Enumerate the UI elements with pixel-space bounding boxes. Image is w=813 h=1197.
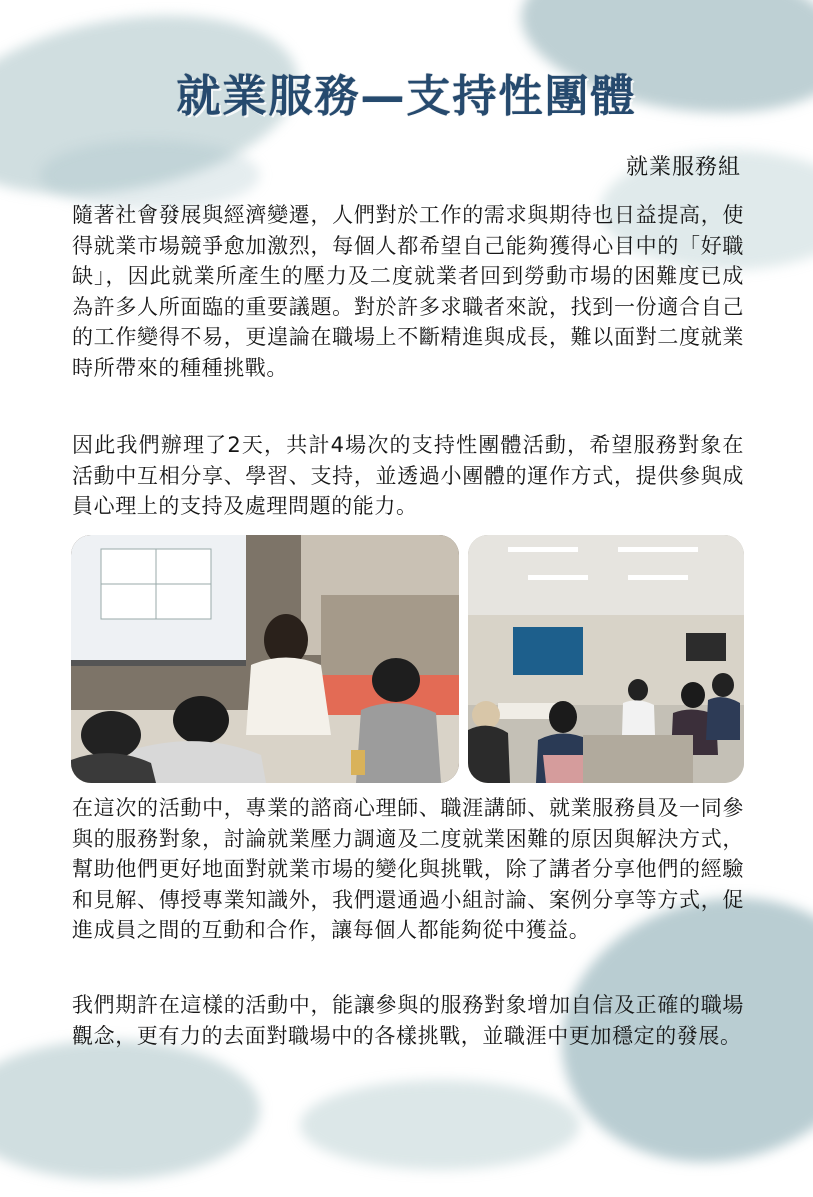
activity-photo-classroom [468, 535, 744, 783]
intro-paragraph: 隨著社會發展與經濟變遷，人們對於工作的需求與期待也日益提高，使得就業市場競爭愈加激烈，每個人都希望自己能夠獲得心目中的「好職缺」，因此就業所產生的壓力及二度就業者回到勞動市場的困難度已成為許多人所面臨的重要議題。對於許多求職者來說，找到一份適合自己的工作變得不易，更遑論在職場上不斷精進與成長，難以面對二度就業時所帶來的種種挑戰。 [72, 203, 744, 380]
department-label: 就業服務組 [625, 155, 741, 180]
page-title: 就業服務—支持性團體 [176, 71, 637, 122]
closing-paragraph: 我們期許在這樣的活動中，能讓參與的服務對象增加自信及正確的職場觀念，更有力的去面對職場中的各樣挑戰，並職涯中更加穩定的發展。 [72, 993, 744, 1048]
watercolor-wash [0, 1040, 260, 1180]
watercolor-wash [300, 1080, 580, 1170]
activity-photo-group-discussion [71, 535, 459, 783]
discussion-paragraph: 在這次的活動中，專業的諮商心理師、職涯講師、就業服務員及一同參與的服務對象，討論就業壓力調適及二度就業困難的原因與解決方式，幫助他們更好地面對就業市場的變化與挑戰，除了講者分享他們的經驗和見解、傳授專業知識外，我們還通過小組討論、案例分享等方式，促進成員之間的互動和合作，讓每個人都能夠從中獲益。 [72, 796, 744, 942]
activity-paragraph: 因此我們辦理了2天，共計4場次的支持性團體活動，希望服務對象在活動中互相分享、學習、支持，並透過小團體的運作方式，提供參與成員心理上的支持及處理問題的能力。 [72, 433, 744, 518]
